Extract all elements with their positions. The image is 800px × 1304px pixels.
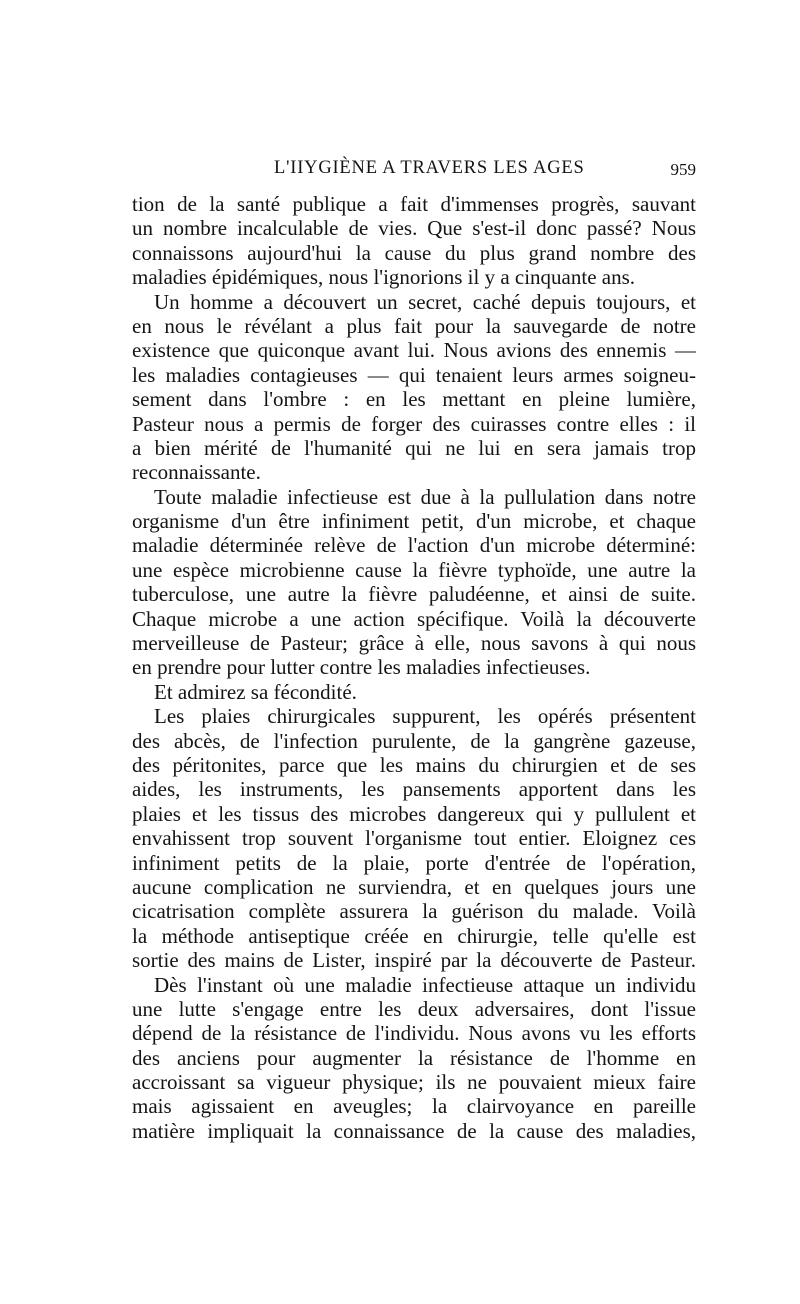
text-line: Un homme a découvert un secret, caché depuis toujours, et xyxy=(154,289,696,314)
text-line: une espèce microbienne cause la fièvre typhoïde, une autre la xyxy=(132,557,696,582)
text-line: reconnaissante. xyxy=(132,460,261,485)
text-line: cicatrisation complète assurera la guérison du malade. Voilà xyxy=(132,899,696,924)
text-line: organisme d'un être infiniment petit, d'un microbe, et chaque xyxy=(132,509,696,534)
text-line: mais agissaient en aveugles; la clairvoyance en pareille xyxy=(132,1094,696,1119)
text-line: aides, les instruments, les pansements apportent dans les xyxy=(132,777,696,802)
text-line: maladies épidémiques, nous l'ignorions il y a cinquante ans. xyxy=(132,265,636,290)
running-head xyxy=(132,158,696,186)
text-line: plaies et les tissus des microbes dangereux qui y pullulent et xyxy=(132,801,696,826)
text-line: infiniment petits de la plaie, porte d'entrée de l'opération, xyxy=(132,850,696,875)
page-number: 959 xyxy=(670,160,696,179)
text-line: maladie déterminée relève de l'action d'un microbe déterminé: xyxy=(132,533,696,558)
text-line: aucune complication ne surviendra, et en quelques jours une xyxy=(132,874,696,899)
body-text xyxy=(132,192,696,1143)
text-line: merveilleuse de Pasteur; grâce à elle, nous savons à qui nous xyxy=(132,631,696,656)
text-line: un nombre incalculable de vies. Que s'est-il donc passé? Nous xyxy=(132,216,696,241)
text-line: la méthode antiseptique créée en chirurgie, telle qu'elle est xyxy=(132,923,696,948)
text-line: tion de la santé publique a fait d'immenses progrès, sauvant xyxy=(132,192,696,216)
running-title: L'IIYGIÈNE A TRAVERS LES AGES xyxy=(274,158,585,178)
text-line: Dès l'instant où une maladie infectieuse attaque un individu xyxy=(154,972,696,997)
text-line: connaissons aujourd'hui la cause du plus grand nombre des xyxy=(132,240,696,265)
text-line: dépend de la résistance de l'individu. Nous avons vu les efforts xyxy=(132,1021,696,1046)
text-line: accroissant sa vigueur physique; ils ne pouvaient mieux faire xyxy=(132,1070,696,1095)
text-line: une lutte s'engage entre les deux adversaires, dont l'issue xyxy=(132,996,696,1021)
text-line: Toute maladie infectieuse est due à la pullulation dans notre xyxy=(154,484,696,509)
text-line: Chaque microbe a une action spécifique. Voilà la découverte xyxy=(132,606,696,631)
text-line: sement dans l'ombre : en les mettant en pleine lumière, xyxy=(132,387,696,412)
text-line: envahissent trop souvent l'organisme tout entier. Eloignez ces xyxy=(132,826,696,851)
text-line: a bien mérité de l'humanité qui ne lui en sera jamais trop xyxy=(132,435,696,460)
text-line: matière impliquait la connaissance de la cause des maladies, xyxy=(132,1118,696,1143)
text-line: sortie des mains de Lister, inspiré par la découverte de Pasteur. xyxy=(132,948,696,973)
text-line: des abcès, de l'infection purulente, de la gangrène gazeuse, xyxy=(132,728,696,753)
text-line: Les plaies chirurgicales suppurent, les opérés présentent xyxy=(154,704,696,729)
text-line: tuberculose, une autre la fièvre paludéenne, et ainsi de suite. xyxy=(132,582,696,607)
text-line: en prendre pour lutter contre les maladies infectieuses. xyxy=(132,655,591,680)
text-line: Pasteur nous a permis de forger des cuirasses contre elles : il xyxy=(132,411,696,436)
text-line: Et admirez sa fécondité. xyxy=(154,679,357,704)
text-line: existence que quiconque avant lui. Nous avions des ennemis — xyxy=(132,338,696,363)
text-line: en nous le révélant a plus fait pour la sauvegarde de notre xyxy=(132,313,696,338)
text-line: des péritonites, parce que les mains du chirurgien et de ses xyxy=(132,752,696,777)
text-line: les maladies contagieuses — qui tenaient leurs armes soigneu- xyxy=(132,362,696,387)
text-line: des anciens pour augmenter la résistance de l'homme en xyxy=(132,1045,696,1070)
